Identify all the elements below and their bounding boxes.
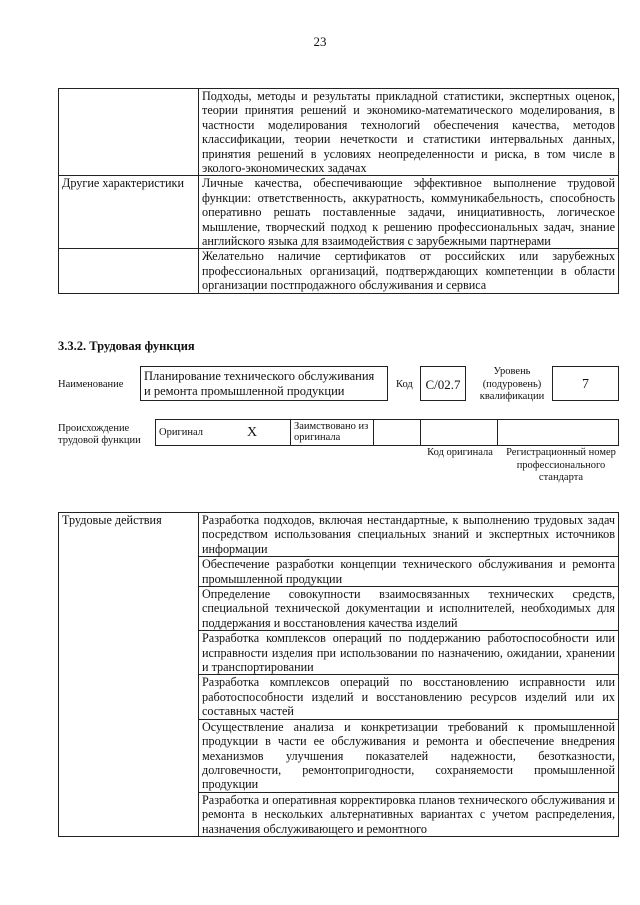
table-row <box>59 249 619 293</box>
row-label: Другие характеристики <box>59 176 199 249</box>
original-label: Оригинал <box>156 420 215 446</box>
labor-action-item: Обеспечение разработки концепции технического обслуживания и ремонта промышленной продукции <box>199 557 619 587</box>
registration-number-note: Регистрационный номер профессионального стандарта <box>506 447 616 483</box>
function-code-field: С/02.7 <box>420 366 466 401</box>
borrowed-label: Заимствовано из оригинала <box>291 420 374 446</box>
row-text: Личные качества, обеспечивающие эффективное выполнение трудовой функции: ответственность, аккуратность, коммуникабельность, способность оперативно решать поставленные задачи, инициативность, логическое мышление, творческий подход к решению профессиональных задач, знание английского языка для взаимодействия с зарубежными партнерами <box>199 176 619 249</box>
qualification-level-label: Уровень (подуровень) квалификации <box>479 366 545 402</box>
top-characteristics-table <box>58 88 619 294</box>
labor-actions-table <box>58 512 619 837</box>
original-code-cell <box>421 420 498 446</box>
labor-action-item: Разработка и оперативная корректировка планов технического обслуживания и ремонта в нескольких альтернативных вариантах с учетом распределения, назначения обслуживающего и ремонтного <box>199 792 619 836</box>
empty-cell <box>374 420 421 446</box>
row-text: Желательно наличие сертификатов от российских или зарубежных профессиональных организаций, подтверждающих компетенции в области организации постпродажного обслуживания и сервиса <box>199 249 619 293</box>
original-mark: X <box>214 420 291 446</box>
original-code-note: Код оригинала <box>427 447 493 458</box>
origin-label: Происхождение трудовой функции <box>58 423 141 446</box>
labor-action-item: Осуществление анализа и конкретизации требований к промышленной продукции в части ее обслуживания и ремонта и обеспечение внедрения механизмов улучшения показателей надежности, безотказности, долговечности, ремонтопригодности, сохраняемости промышленной продукции <box>199 719 619 792</box>
labor-action-item: Разработка подходов, включая нестандартные, к выполнению трудовых задач посредством использования специальных знаний и экспертных источников информации <box>199 513 619 557</box>
labor-action-item: Разработка комплексов операций по поддержанию работоспособности или исправности изделия при использовании по назначению, ожидании, хранении и транспортировании <box>199 631 619 675</box>
qualification-level-field: 7 <box>552 366 619 401</box>
labor-action-item: Определение совокупности взаимосвязанных технических средств, специальной технической документации и исполнителей, необходимых для поддержания и восстановления качества изделий <box>199 587 619 631</box>
row-label <box>59 249 199 293</box>
function-name-field: Планирование технического обслуживания и ремонта промышленной продукции <box>140 366 388 401</box>
code-label: Код <box>396 379 413 390</box>
labor-action-item: Разработка комплексов операций по восстановлению исправности или работоспособности изделий и восстановлению ресурсов изделий или их составных частей <box>199 675 619 719</box>
row-label <box>59 89 199 176</box>
table-row <box>59 176 619 249</box>
section-heading: 3.3.2. Трудовая функция <box>58 339 195 353</box>
table-row <box>59 89 619 176</box>
table-row <box>59 513 619 557</box>
name-label: Наименование <box>58 379 124 390</box>
row-text: Подходы, методы и результаты прикладной статистики, экспертных оценок, теории принятия решений и экономико-математического моделирования, в частности моделирования технологий обеспечения качества, методов классификации, теории нечеткости и статистики интервальных данных, принятия решений в условиях неопределенности и риска, в том числе в эколого-экономических задачах <box>199 89 619 176</box>
page-number: 23 <box>313 34 327 49</box>
labor-actions-label: Трудовые действия <box>59 513 199 837</box>
origin-table <box>155 419 619 446</box>
registration-number-cell <box>498 420 619 446</box>
